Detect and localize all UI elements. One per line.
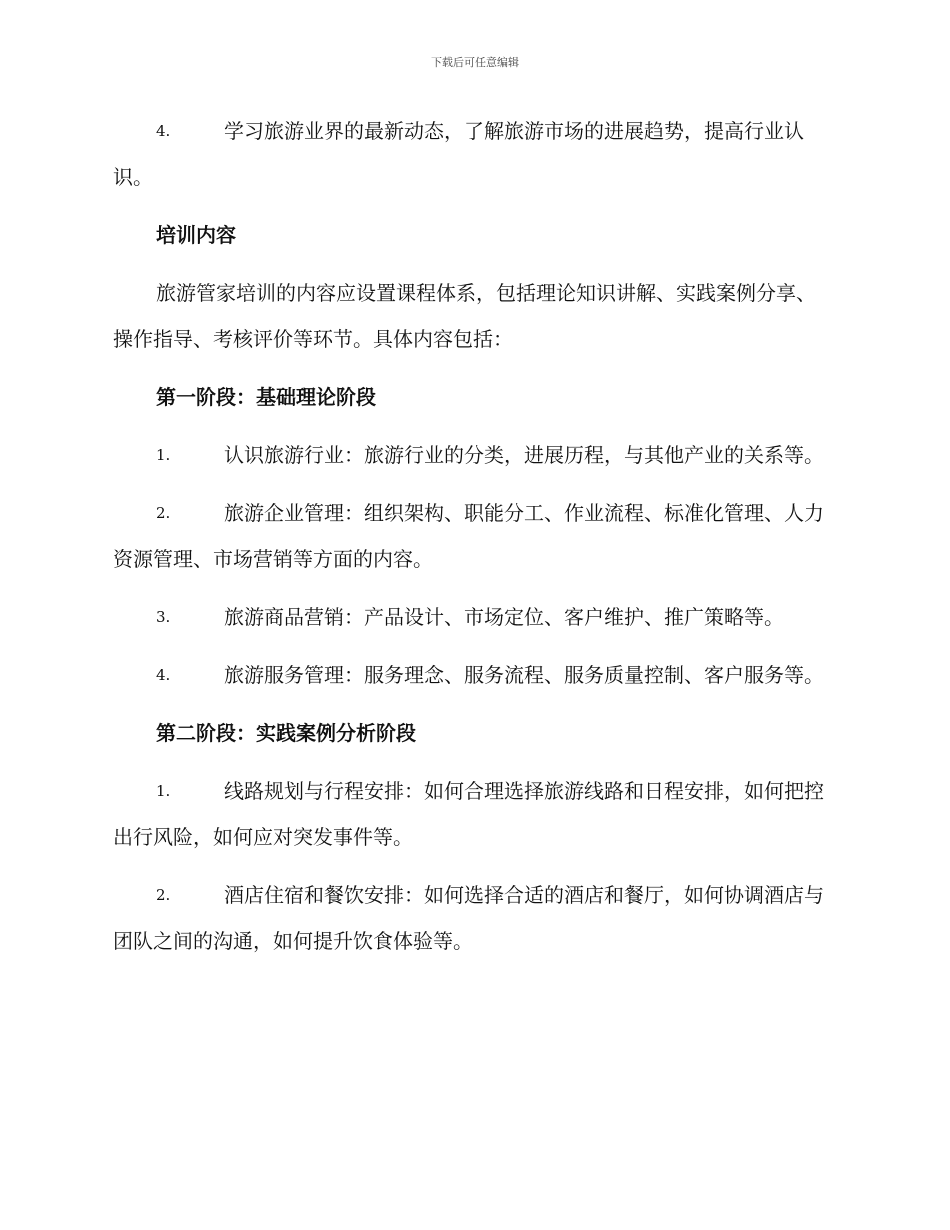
list-number: 1. bbox=[156, 782, 171, 800]
list-item bbox=[113, 872, 833, 964]
list-item bbox=[113, 108, 833, 200]
list-number: 2. bbox=[156, 504, 171, 522]
paragraph: 旅游管家培训的内容应设置课程体系，包括理论知识讲解、实践案例分享、操作指导、考核评价等环节。具体内容包括： bbox=[113, 281, 816, 351]
section-heading: 第二阶段：实践案例分析阶段 bbox=[156, 721, 416, 745]
section-heading: 第一阶段：基础理论阶段 bbox=[156, 385, 376, 409]
list-item bbox=[113, 490, 833, 582]
list-item bbox=[113, 432, 833, 478]
list-item bbox=[113, 594, 833, 640]
page-header: 下载后可任意编辑 bbox=[431, 56, 519, 69]
list-text: 旅游服务管理：服务理念、服务流程、服务质量控制、客户服务等。 bbox=[224, 663, 824, 687]
list-item bbox=[113, 652, 833, 698]
list-text: 认识旅游行业：旅游行业的分类，进展历程，与其他产业的关系等。 bbox=[224, 443, 824, 467]
list-item bbox=[113, 768, 833, 860]
document-body bbox=[113, 108, 833, 976]
section-heading: 培训内容 bbox=[156, 223, 236, 247]
list-text: 旅游企业管理：组织架构、职能分工、作业流程、标准化管理、人力资源管理、市场营销等方面的内容。 bbox=[113, 501, 824, 571]
list-text: 旅游商品营销：产品设计、市场定位、客户维护、推广策略等。 bbox=[224, 605, 784, 629]
list-number: 4. bbox=[156, 666, 171, 684]
list-number: 1. bbox=[156, 446, 171, 464]
list-number: 2. bbox=[156, 886, 171, 904]
list-text: 酒店住宿和餐饮安排：如何选择合适的酒店和餐厅，如何协调酒店与团队之间的沟通，如何提升饮食体验等。 bbox=[113, 883, 824, 953]
list-text: 学习旅游业界的最新动态，了解旅游市场的进展趋势，提高行业认识。 bbox=[113, 119, 804, 189]
list-text: 线路规划与行程安排：如何合理选择旅游线路和日程安排，如何把控出行风险，如何应对突发事件等。 bbox=[113, 779, 824, 849]
list-number: 4. bbox=[156, 122, 171, 140]
list-number: 3. bbox=[156, 608, 171, 626]
